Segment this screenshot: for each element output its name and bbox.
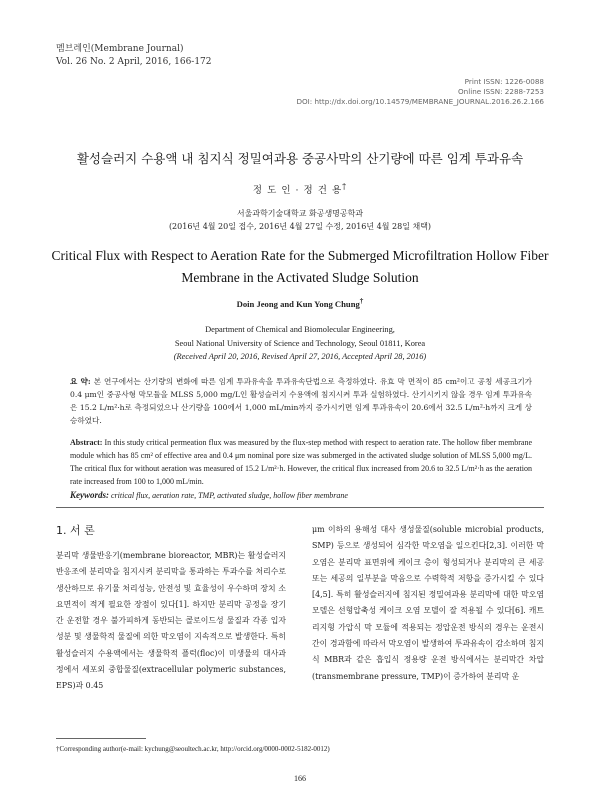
korean-dates: (2016년 4월 20일 접수, 2016년 4월 27일 수정, 2016년 4월 28일 채택) xyxy=(168,222,432,231)
english-affiliation xyxy=(40,323,560,364)
korean-abstract xyxy=(70,375,532,427)
corresponding-author-footnote: †Corresponding author(e-mail: kychung@seoultech.ac.kr, http://orcid.org/0000-0002-5182-0012) xyxy=(56,745,330,753)
korean-author-names: 정 도 인 · 정 건 용 xyxy=(252,185,343,197)
english-title-line1: Critical Flux with Respect to Aeration Rate for the Submerged Microfiltration Hollow Fiber xyxy=(51,248,549,263)
english-title xyxy=(40,245,560,289)
journal-header xyxy=(56,43,212,69)
korean-author-mark: † xyxy=(342,182,348,191)
page-number: 166 xyxy=(294,774,306,783)
keywords-label: Keywords: xyxy=(70,490,109,500)
korean-affiliation-name: 서울과학기술대학교 화공생명공학과 xyxy=(236,209,364,218)
journal-name: 멤브레인(Membrane Journal) xyxy=(56,44,184,54)
english-affil-line2: Seoul National University of Science and Technology, Seoul 01811, Korea xyxy=(174,338,426,348)
english-dates: (Received April 20, 2016, Revised April 27, 2016, Accepted April 28, 2016) xyxy=(173,352,427,361)
korean-abstract-label: 요 약: xyxy=(70,377,91,386)
korean-title: 활성슬러지 수용액 내 침지식 정밀여과용 중공사막의 산기량에 따른 임계 투과유속 xyxy=(76,151,524,166)
korean-abstract-text: 본 연구에서는 산기량의 변화에 따른 임계 투과유속을 투과유속단법으로 측정하였다. 유효 막 면적이 85 cm²이고 공칭 세공크기가 0.4 μm인 중공사형 막모듈을 MLSS 5,000 mg/L인 활성슬러지 수용액에 침지시켜 투과 실험하였다. 산기시키지 않을 경우 임계 투과유속은 15.2 L/m²·h로 측정되었으나 산기량을 100에서 1,000 mL/min까지 증가시키면 임계 투과유속이 20.6에서 32.5 L/m²·h까지 크게 상승하였다. xyxy=(70,377,532,425)
body-column-right: μm 이하의 용해성 대사 생성물질(soluble microbial products, SMP) 등으로 생성되어 심각한 막오염을 일으킨다[2,3]. 이러한 막오염은 분리막 표면위에 케이크 층이 형성되거나 분리막의 큰 세공 또는 세공의 일부분을 막음으로 수력학적 저항을 증가시킬 수 있다[4,5]. 특히 활성슬러지에 침지된 정밀여과용 분리막에 대한 막오염 모델은 선형압축성 케이크 오염 모델이 잘 적용될 수 있다[6]. 캐트리지형 가압식 막 모듈에 적용되는 정압운전 방식의 경우는 운전시간이 경과함에 따라서 막오염이 발생하여 투과유속이 감소하며 침지식 MBR과 같은 흡입식 정용량 운전 방식에서는 분리막간 차압(transmembrane pressure, TMP)이 증가하여 분리막 운 xyxy=(312,525,544,681)
section-divider xyxy=(56,507,544,508)
english-abstract-label: Abstract: xyxy=(70,438,103,447)
body-column-left: 분리막 생물반응기(membrane bioreactor, MBR)는 활성슬러지 반응조에 분리막을 침지시켜 분리막을 통과하는 투과수를 처리수로 생산하므로 유기물 처리성능, 안전성 및 효율성이 우수하며 장치 소요면적이 적게 필요한 장점이 있다[1]. 하지만 분리막 공정을 장기간 운전할 경우 불가피하게 동반되는 콜로이드성 물질과 각종 입자 성분 및 생물학적 물질에 의한 막오염이 지속적으로 발생한다. 특히 활성슬러지 수용액에서는 생물학적 플럭(floc)이 미생물의 대사과정에서 세포외 중합물질(extracellular polymeric substances, EPS)과 0.45 xyxy=(56,551,286,691)
english-affil-line1: Department of Chemical and Biomolecular Engineering, xyxy=(205,325,395,334)
print-issn: Print ISSN: 1226-0088 xyxy=(464,77,544,86)
korean-authors xyxy=(40,182,560,196)
english-title-line2: Membrane in the Activated Sludge Solution xyxy=(181,270,419,285)
english-authors xyxy=(40,297,560,309)
keywords xyxy=(70,490,532,500)
english-abstract-text: In this study critical permeation flux was measured by the flux-step method with respect to aeration rate. The hollow fiber membrane module which has 85 cm² of effective area and 0.4 μm nominal pore size was submerged in the activated sludge solution of MLSS 5,000 mg/L. The critical flux for without aeration was measured of 15.2 L/m²·h. However, the critical flux increased from 20.6 to 32.5 L/m²·h as the aeration rate increased from 100 to 1,000 mL/min. xyxy=(70,438,533,486)
doi-link[interactable]: DOI: http://dx.doi.org/10.14579/MEMBRANE_JOURNAL.2016.26.2.166 xyxy=(296,97,544,106)
english-author-mark: † xyxy=(359,297,364,305)
online-issn: Online ISSN: 2288-7253 xyxy=(458,87,544,96)
english-author-names: Doin Jeong and Kun Yong Chung xyxy=(236,298,360,309)
english-abstract xyxy=(70,436,532,488)
footnote-divider xyxy=(56,738,146,739)
korean-affiliation xyxy=(40,207,560,233)
issn-block xyxy=(296,77,544,107)
keywords-text: critical flux, aeration rate, TMP, activated sludge, hollow fiber membrane xyxy=(111,491,348,500)
section-heading: 1. 서 론 xyxy=(56,524,95,537)
journal-issue: Vol. 26 No. 2 April, 2016, 166-172 xyxy=(56,57,212,67)
